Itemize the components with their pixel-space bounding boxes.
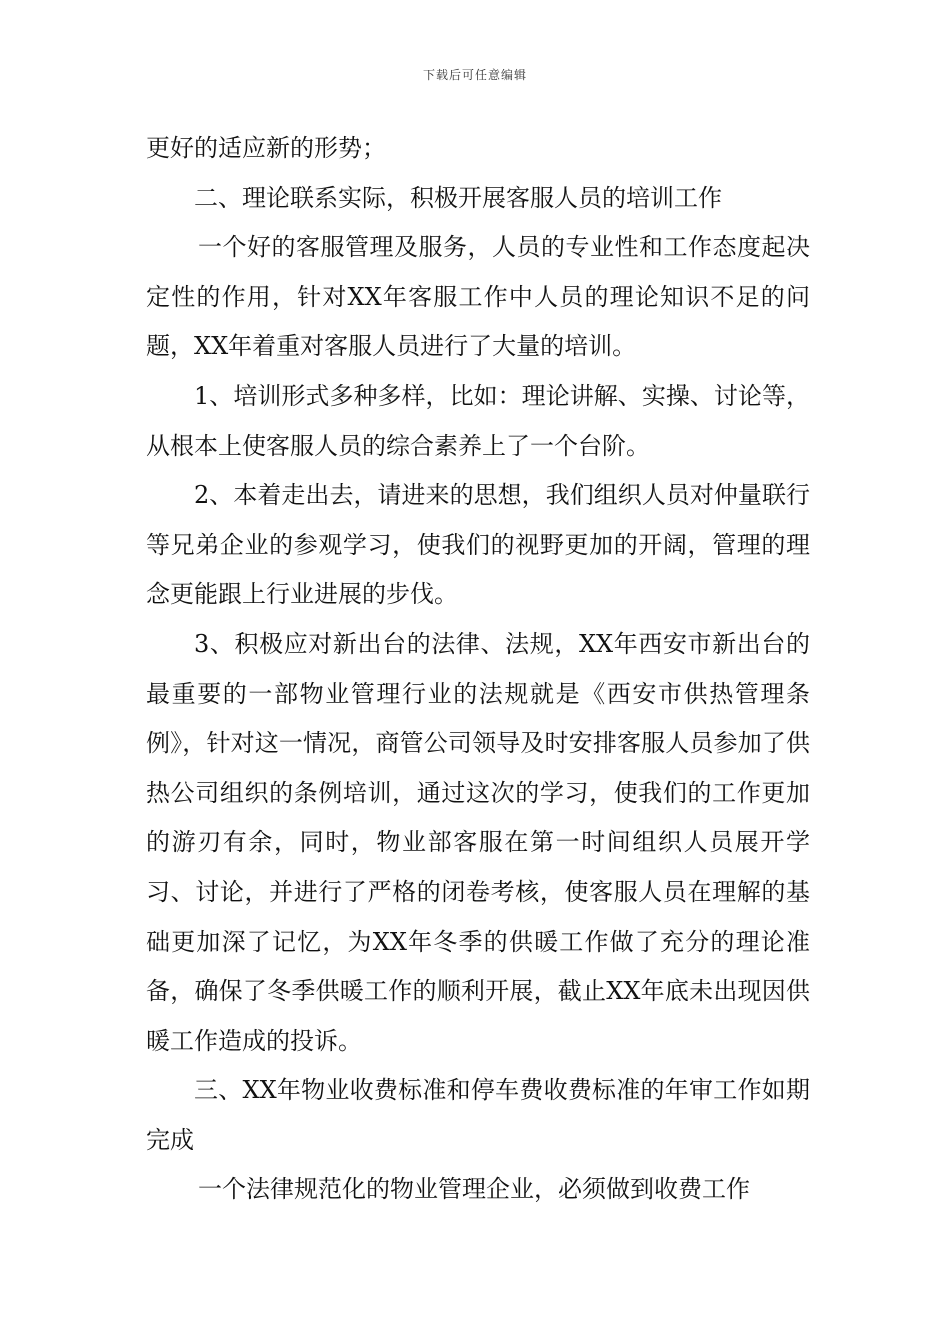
list-item-1: 1、培训形式多种多样，比如：理论讲解、实操、讨论等，从根本上使客服人员的综合素养上了一个台阶。 <box>146 381 810 460</box>
paragraph-continuation: 更好的适应新的形势； <box>146 134 386 162</box>
header-note: 下载后可任意编辑 <box>422 68 527 82</box>
list-item-2: 2、本着走出去，请进来的思想，我们组织人员对仲量联行等兄弟企业的参观学习，使我们的视野更加的开阔，管理的理念更能跟上行业进展的步伐。 <box>146 481 810 609</box>
document-body <box>146 124 810 1215</box>
paragraph: 一个法律规范化的物业管理企业，必须做到收费工作 <box>198 1175 750 1204</box>
section-heading-2: 二、理论联系实际，积极开展客服人员的培训工作 <box>194 183 722 212</box>
section-heading-3: 三、XX年物业收费标准和停车费收费标准的年审工作如期完成 <box>146 1076 810 1154</box>
paragraph: 一个好的客服管理及服务，人员的专业性和工作态度起决定性的作用，针对XX年客服工作中人员的理论知识不足的问题，XX年着重对客服人员进行了大量的培训。 <box>146 233 810 361</box>
list-item-3: 3、积极应对新出台的法律、法规，XX年西安市新出台的最重要的一部物业管理行业的法规就是《西安市供热管理条例》，针对这一情况，商管公司领导及时安排客服人员参加了供热公司组织的条例培训，通过这次的学习，使我们的工作更加的游刃有余，同时，物业部客服在第一时间组织人员展开学习、讨论，并进行了严格的闭卷考核，使客服人员在理解的基础更加深了记忆，为XX年冬季的供暖工作做了充分的理论准备，确保了冬季供暖工作的顺利开展，截止XX年底未出现因供暖工作造成的投诉。 <box>146 629 810 1055</box>
